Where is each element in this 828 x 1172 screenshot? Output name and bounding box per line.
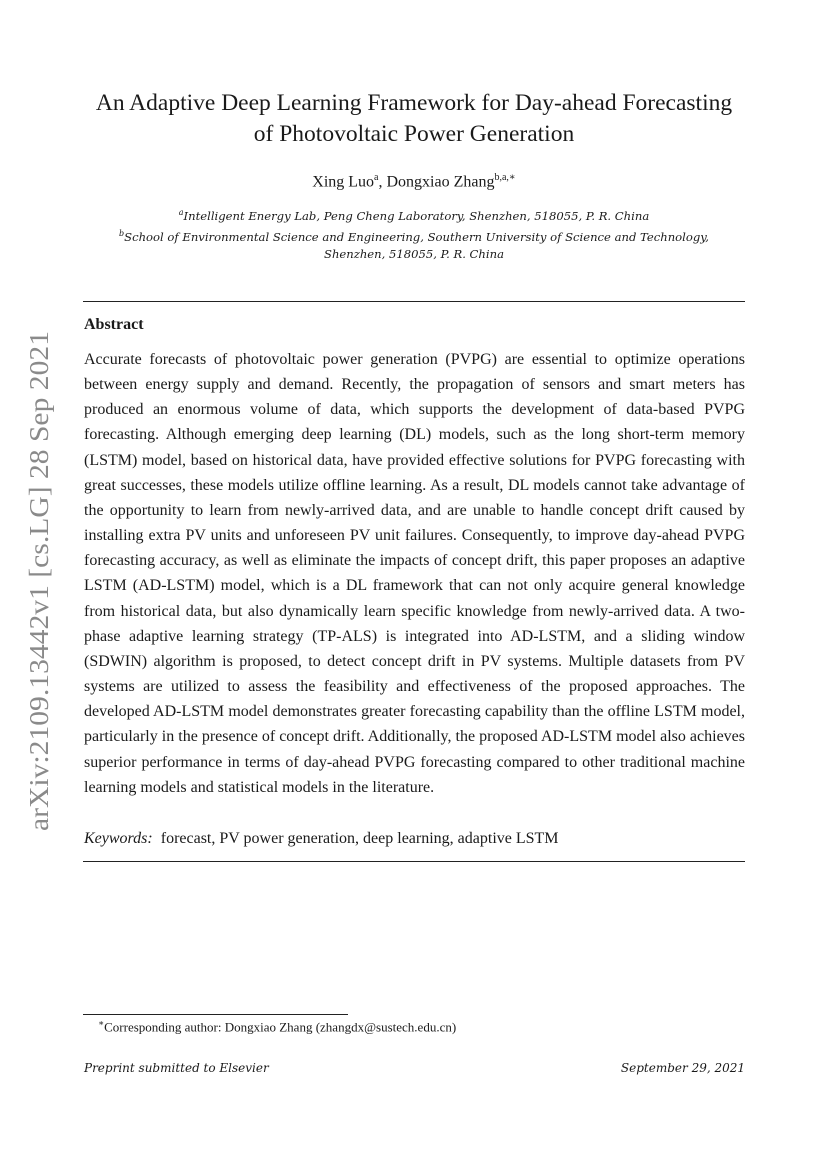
affiliation-b [100, 225, 728, 246]
arxiv-identifier-stamp [14, 325, 58, 837]
title-line-2: of Photovoltaic Power Generation [253, 121, 575, 147]
title-line-1: An Adaptive Deep Learning Framework for Day-ahead Forecasting [95, 90, 733, 116]
keywords-label: Keywords: [84, 830, 153, 847]
arxiv-identifier-text: arXiv:2109.13442v1 [cs.LG] 28 Sep 2021 [23, 366, 54, 831]
abstract-bottom-rule [83, 861, 745, 862]
author-list [60, 172, 768, 191]
submission-date: September 29, 2021 [620, 1061, 745, 1075]
affiliations [100, 204, 728, 263]
author-affiliation-mark: b,a,∗ [494, 172, 516, 183]
affiliation-text: Intelligent Energy Lab, Peng Cheng Laboratory, Shenzhen, 518055, P. R. China [183, 208, 650, 223]
author-separator: , [378, 173, 387, 191]
abstract-body: Accurate forecasts of photovoltaic power generation (PVPG) are essential to optimize operations between energy supply and demand. Recently, the propagation of sensors and smart meters has produced an enormous volume of data, which supports the development of data-based PVPG forecasting. Although emerging deep learning (DL) models, such as the long short-term memory (LSTM) model, based on historical data, have provided effective solutions for PVPG forecasting with great successes, these models utilize offline learning. As a result, DL models cannot take advantage of the opportunity to learn from newly-arrived data, and are unable to handle concept drift caused by installing extra PV units and unforeseen PV unit failures. Consequently, to improve day-ahead PVPG forecasting accuracy, as well as eliminate the impacts of concept drift, this paper proposes an adaptive LSTM (AD-LSTM) model, which is a DL framework that can not only acquire general knowledge from historical data, but also dynamically learn specific knowledge from newly-arrived data. A two-phase adaptive learning strategy (TP-ALS) is integrated into AD-LSTM, and a sliding window (SDWIN) algorithm is proposed, to detect concept drift in PV systems. Multiple datasets from PV systems are utilized to assess the feasibility and effectiveness of the proposed approaches. The developed AD-LSTM model demonstrates greater forecasting capability than the offline LSTM model, particularly in the presence of concept drift. Additionally, the proposed AD-LSTM model also achieves superior performance in terms of day-ahead PVPG forecasting compared to other traditional machine learning models and statistical models in the literature. [84, 351, 745, 796]
affiliation-text: School of Environmental Science and Engineering, Southern University of Science and Technology, [124, 229, 709, 244]
author-name: Dongxiao Zhang [386, 173, 495, 191]
footnote-mark: ∗ [98, 1018, 105, 1028]
footnote-text: Corresponding author: Dongxiao Zhang (zhangdx@sustech.edu.cn) [104, 1019, 457, 1035]
keywords-text: forecast, PV power generation, deep learning, adaptive LSTM [160, 830, 559, 847]
affiliation-mark: b [119, 228, 125, 238]
affiliation-b-cont: Shenzhen, 518055, P. R. China [324, 246, 504, 261]
affiliation-a [100, 204, 728, 225]
footnote-rule [83, 1014, 348, 1015]
author-affiliation-mark: a [374, 172, 379, 183]
preprint-notice: Preprint submitted to Elsevier [84, 1061, 269, 1075]
abstract-top-rule [83, 301, 745, 302]
abstract-heading: Abstract [84, 316, 144, 333]
author-name: Xing Luo [312, 173, 375, 191]
keywords [84, 830, 559, 848]
corresponding-author-footnote [98, 1018, 456, 1035]
affiliation-mark: a [178, 208, 184, 217]
paper-title [60, 88, 768, 150]
